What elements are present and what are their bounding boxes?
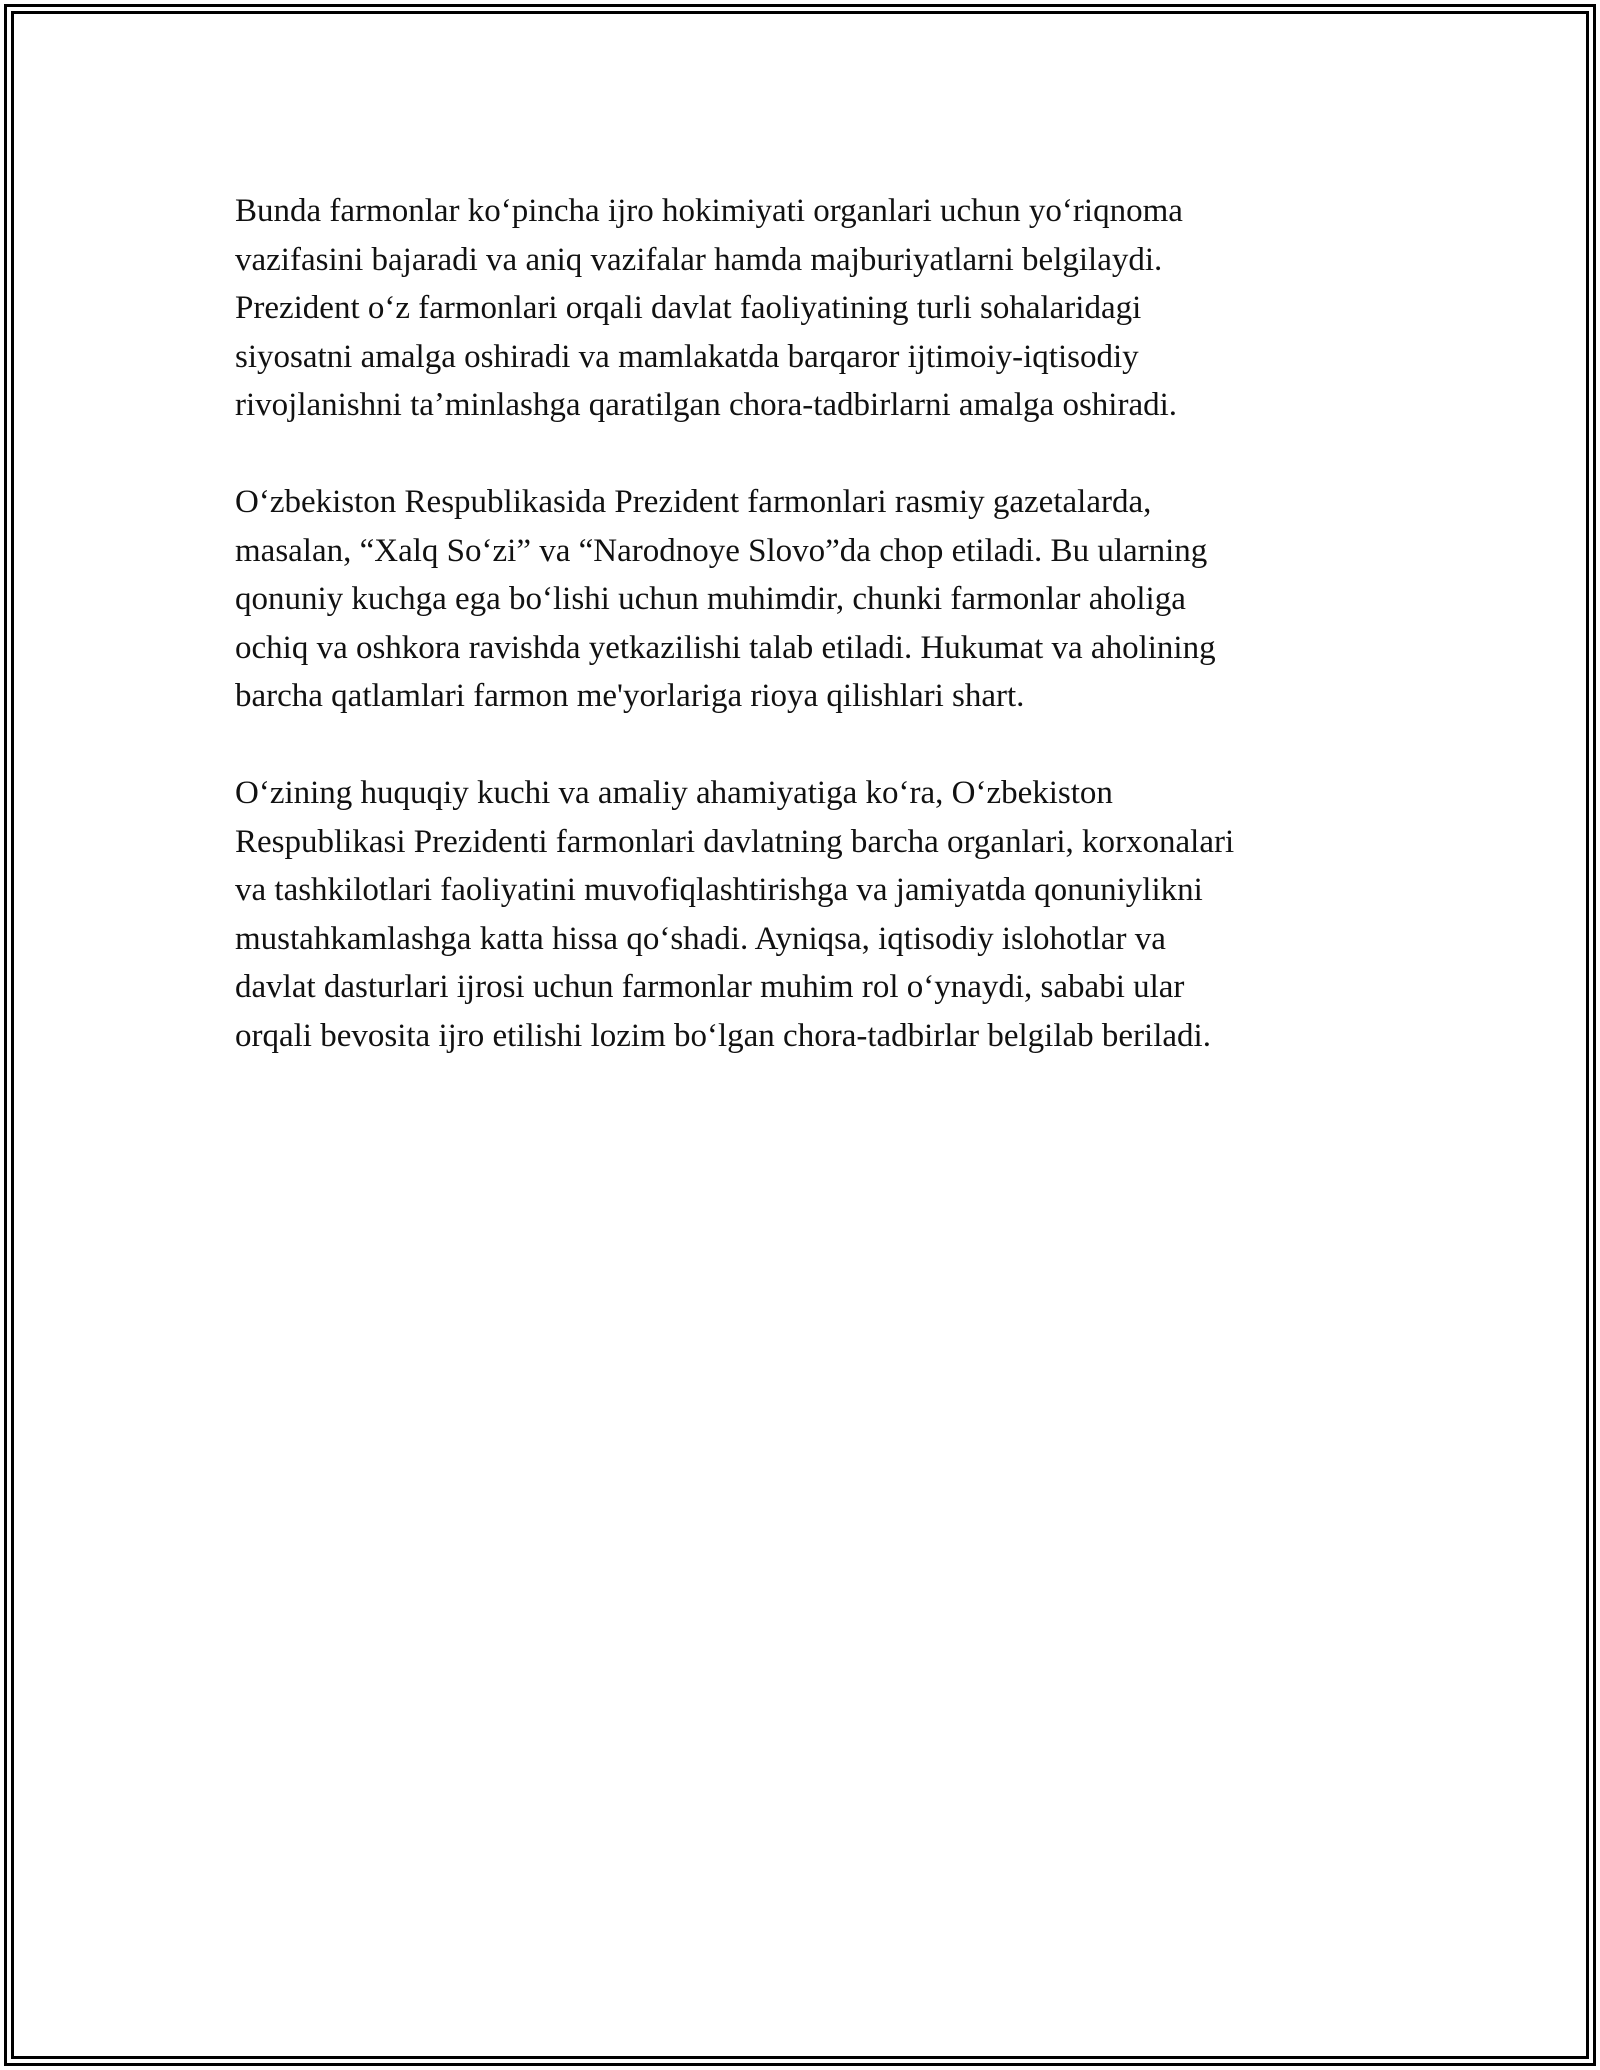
paragraph-1: Bunda farmonlar koʻpincha ijro hokimiyati organlari uchun yoʻriqnoma vazifasini bajaradi va aniq vazifalar hamda majburiyatlarni belgilaydi. Prezident oʻz farmonlari orqali davlat faoliyatining turli sohalaridagi siyosatni amalga oshiradi va mamlakatda barqaror ijtimoiy-iqtisodiy rivojlanishni taʼminlashga qaratilgan chora-tadbirlarni amalga oshiradi. — [235, 193, 1183, 423]
paragraph-3: Oʻzining huquqiy kuchi va amaliy ahamiyatiga koʻra, Oʻzbekiston Respublikasi Prezidenti farmonlari davlatning barcha organlari, korxonalari va tashkilotlari faoliyatini muvofiqlashtirishga va jamiyatda qonuniylikni mustahkamlashga katta hissa qoʻshadi. Ayniqsa, iqtisodiy islohotlar va davlat dasturlari ijrosi uchun farmonlar muhim rol oʻynaydi, sababi ular orqali bevosita ijro etilishi lozim boʻlgan chora-tadbirlar belgilab beriladi. — [235, 775, 1235, 1054]
document-body — [235, 187, 1375, 1109]
paragraph-2: Oʻzbekiston Respublikasida Prezident farmonlari rasmiy gazetalarda, masalan, “Xalq Soʻzi” va “Narodnoye Slovo”da chop etiladi. Bu ularning qonuniy kuchga ega boʻlishi uchun muhimdir, chunki farmonlar aholiga ochiq va oshkora ravishda yetkazilishi talab etiladi. Hukumat va aholining barcha qatlamlari farmon me'yorlariga rioya qilishlari shart. — [235, 484, 1216, 714]
